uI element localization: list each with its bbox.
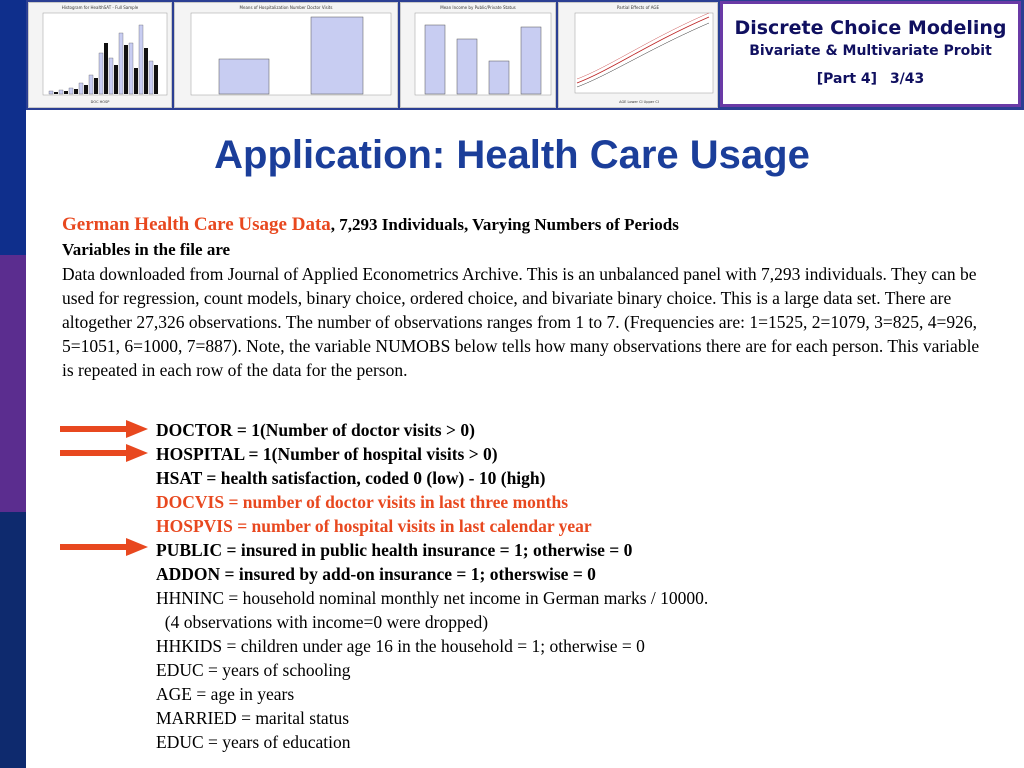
thumb-title: Partial Effects of AGE xyxy=(616,5,660,10)
thumb-income-chart xyxy=(400,2,556,108)
var-hospvis: HOSPVIS = number of hospital visits in last calendar year xyxy=(156,516,592,536)
var-hhninc: HHNINC = household nominal monthly net income in German marks / 10000. xyxy=(156,588,709,608)
page-number: 3/43 xyxy=(889,71,925,87)
var-hhninc-note: (4 observations with income=0 were dropped) xyxy=(156,612,489,632)
course-title: Discrete Choice Modeling xyxy=(734,17,1007,39)
slide-title: Application: Health Care Usage xyxy=(214,133,810,177)
thumb-bar-chart xyxy=(174,2,398,108)
thumb-partial-effects xyxy=(558,2,718,108)
variables-heading: Variables in the file are xyxy=(62,240,231,259)
var-public: PUBLIC = insured in public health insurance = 1; otherwise = 0 xyxy=(156,540,633,560)
var-married: MARRIED = marital status xyxy=(156,708,350,728)
var-hospital: HOSPITAL = 1(Number of hospital visits > 0) xyxy=(156,444,498,464)
var-doctor: DOCTOR = 1(Number of doctor visits > 0) xyxy=(156,420,475,440)
thumb-title: Means of Hospitalization Number Doctor Visits xyxy=(239,5,333,10)
thumb-histogram xyxy=(28,2,172,108)
arrow-right-icon xyxy=(60,537,148,557)
var-addon: ADDON = insured by add-on insurance = 1; otherswise = 0 xyxy=(156,564,596,584)
left-strip-middle xyxy=(0,255,26,512)
page-indicator xyxy=(723,71,1018,87)
variable-list xyxy=(156,418,996,754)
course-subtitle: Bivariate & Multivariate Probit xyxy=(749,43,992,59)
arrow-right-icon xyxy=(60,419,148,439)
var-educ-schooling: EDUC = years of schooling xyxy=(156,660,351,680)
thumb-title: Mean Income by Public/Private Status xyxy=(440,5,516,10)
dataset-description xyxy=(62,212,982,382)
dataset-body: Data downloaded from Journal of Applied Econometrics Archive. This is an unbalanced panel with 7,293 individuals. They can be used for regression, count models, binary choice, ordered choice, and bivariate binary choice. This is a large data set. There are altogether 27,326 observations. The number of observations ranges from 1 to 7. (Frequencies are: 1=1525, 2=1079, 3=825, 4=926, 5=1051, 6=1000, 7=887). Note, the variable NUMOBS below tells how many observations there are for each person. This variable is repeated in each row of the data for the person. xyxy=(62,264,980,380)
thumb-legend: DOC HOSP xyxy=(90,100,110,104)
left-strip-top xyxy=(0,0,26,255)
thumb-title: Histogram for HealthSAT - Full Sample xyxy=(61,5,139,10)
dataset-heading xyxy=(62,212,982,238)
arrow-right-icon xyxy=(60,443,148,463)
course-title-box xyxy=(720,1,1021,107)
part-label: [Part 4] xyxy=(816,71,878,87)
var-hsat: HSAT = health satisfaction, coded 0 (low) - 10 (high) xyxy=(156,468,546,488)
var-docvis: DOCVIS = number of doctor visits in last three months xyxy=(156,492,569,512)
thumb-legend: AGE Lower CI Upper CI xyxy=(619,100,659,104)
dataset-summary: , 7,293 Individuals, Varying Numbers of Periods xyxy=(330,215,679,234)
var-educ-years: EDUC = years of education xyxy=(156,732,351,752)
var-age: AGE = age in years xyxy=(156,684,295,704)
var-hhkids: HHKIDS = children under age 16 in the household = 1; otherwise = 0 xyxy=(156,636,645,656)
left-strip-bottom xyxy=(0,512,26,768)
dataset-name: German Health Care Usage Data xyxy=(62,214,331,235)
